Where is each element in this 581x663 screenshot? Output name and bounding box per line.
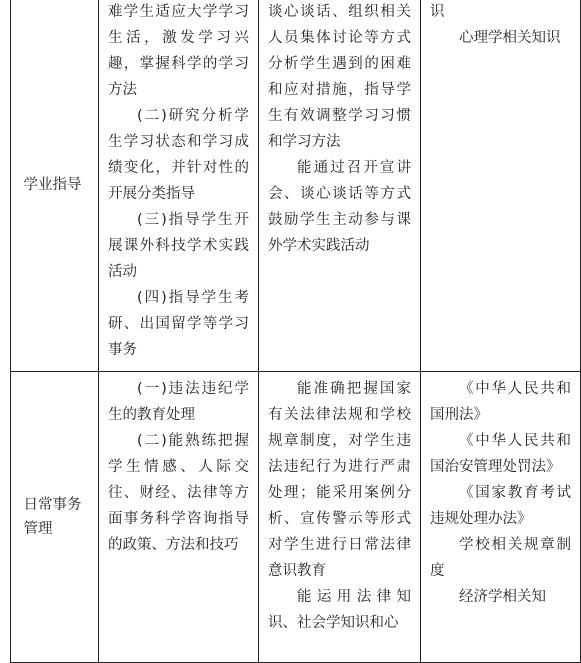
category-label: 学业指导 xyxy=(23,177,82,193)
ability-paragraph: 能准确把握国家有关法律法规和学校规章制度，对学生违法违纪行为进行严肃处理；能采用案例分析、宣传警示等形式对学生进行日常法律意识教育 xyxy=(268,381,411,579)
content-paragraph: 难学生适应大学学习生活，激发学习兴趣，掌握科学的学习方法 xyxy=(108,4,249,98)
document-table xyxy=(10,0,581,663)
category-label: 日常事务管理 xyxy=(23,496,82,537)
work-content-cell xyxy=(99,0,259,372)
knowledge-paragraph: 《中华人民共和国刑法》 xyxy=(430,381,571,423)
category-cell xyxy=(11,372,99,663)
table-row-study-guidance xyxy=(11,0,581,372)
knowledge-paragraph: 心理学相关知识 xyxy=(459,30,561,46)
knowledge-requirement-cell xyxy=(421,0,581,372)
category-cell xyxy=(11,0,99,372)
knowledge-paragraph: 《国家教育考试违规处理办法》 xyxy=(430,485,571,527)
ability-requirement-cell xyxy=(259,0,421,372)
content-paragraph: (二)研究分析学生学习状态和学习成绩变化，并针对性的开展分类指导 xyxy=(108,108,249,202)
knowledge-paragraph: 学校相关规章制度 xyxy=(430,537,571,579)
knowledge-paragraph: 经济学相关知 xyxy=(459,589,546,605)
ability-paragraph: 谈心谈话、组织相关人员集体讨论等方式分析学生遇到的困难和应对措施，指导学生有效调整学习习惯和学习方法 xyxy=(268,4,411,150)
table-row-daily-affairs xyxy=(11,372,581,663)
ability-requirement-cell xyxy=(259,372,421,663)
ability-paragraph: 能运用法律知识、社会学知识和心 xyxy=(268,589,411,631)
content-paragraph: (四)指导学生考研、出国留学等学习事务 xyxy=(108,290,249,358)
knowledge-paragraph: 识 xyxy=(430,4,445,20)
knowledge-paragraph: 《中华人民共和国治安管理处罚法》 xyxy=(430,433,571,475)
ability-paragraph: 能通过召开宣讲会、谈心谈话等方式鼓励学生主动参与课外学术实践活动 xyxy=(268,160,411,254)
work-content-cell xyxy=(99,372,259,663)
content-paragraph: (三)指导学生开展课外科技学术实践活动 xyxy=(108,212,249,280)
knowledge-requirement-cell xyxy=(421,372,581,663)
content-paragraph: (二)能熟练把握学生情感、人际交往、财经、法律等方面事务科学咨询指导的政策、方法和技巧 xyxy=(108,433,249,553)
content-paragraph: (一)违法违纪学生的教育处理 xyxy=(108,381,249,423)
